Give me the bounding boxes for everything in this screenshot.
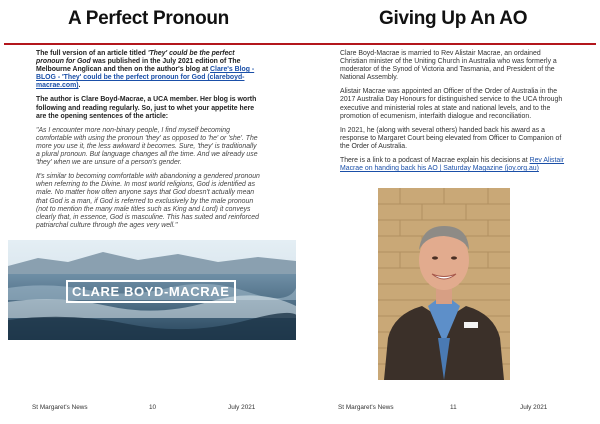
right-paragraph-2: Alistair Macrae was appointed an Officer of the Order of Australia in the 2017 Australia Day Honours for distinguished service to the UCA through executive and ministerial roles at state and national levels, and to the promotion of ecumenism, interfaith dialogue and reconciliation. (340, 88, 563, 120)
quote-paragraph-1: "As I encounter more non-binary people, I find myself becoming comfortable with using the pronoun 'they' as opposed to 'he' or 'she'. The more you use it, the less awkward it becomes. Sure, 'they' is traditionally a plural pronoun. But language changes all the time. And we already use 'they' when we are unsure of a person's gender. (36, 126, 258, 167)
image-caption: CLARE BOYD-MACRAE (66, 280, 236, 303)
quote-paragraph-2: It's similar to becoming comfortable with abandoning a gendered pronoun when referring to the Divine. In most world religions, God is identified as male. No matter how often anyone says that God doesn't actually mean that God is a man, if God is referred to exclusively by the male pronoun (not to mention the many male titles such as King and Lord) it conveys clearly that, in essence, God is masculine. This has suited and reinforced patriarchal culture through the ages very well." (36, 173, 260, 229)
left-page-title: A Perfect Pronoun (68, 8, 229, 29)
article-title: 'They' could be the perfect pronoun for God (36, 50, 235, 66)
author-paragraph: The author is Clare Boyd-Macrae, a UCA member. Her blog is worth following and reading regularly. So, just to whet your appetite here are the opening sentences of the article: (36, 96, 257, 120)
intro-text-1: The full version of an article titled (36, 50, 148, 57)
right-title-rule (300, 43, 596, 45)
podcast-link[interactable]: Rev Alistair Macrae on handing back his AO | Saturday Magazine (joy.org.au) (340, 157, 565, 173)
left-footer-date: July 2021 (228, 404, 256, 411)
right-paragraph-1: Clare Boyd-Macrae is married to Rev Alistair Macrae, an ordained Christian minister of the Uniting Church in Australia who was formerly a moderator of the Synod of Victoria and Tasmania, and President of the National Assembly. (340, 50, 557, 82)
seascape-image (8, 240, 296, 340)
right-paragraph-3: In 2021, he (along with several others) handed back his award as a response to Margaret Court being elevated from Officer to Companion of the Order of Australia. (340, 126, 562, 150)
right-page (300, 0, 600, 424)
podcast-text: There is a link to a podcast of Macrae explain his decisions at (340, 157, 530, 165)
right-footer-publication: St Margaret's News (338, 404, 394, 411)
intro-text-2: was published in the July 2021 edition of The Melbourne Anglican and then on the author's blog at (36, 58, 241, 74)
right-page-title: Giving Up An AO (379, 8, 528, 29)
intro-paragraph (36, 50, 262, 90)
left-article-text (36, 50, 262, 236)
right-footer-page-number: 11 (450, 404, 457, 411)
right-footer-date: July 2021 (520, 404, 548, 411)
portrait-photo (378, 188, 510, 380)
right-paragraph-4 (340, 157, 566, 173)
intro-text-3: . (78, 82, 81, 90)
portrait-illustration (378, 188, 510, 380)
right-article-text (340, 50, 566, 179)
left-title-rule (4, 43, 300, 45)
left-footer-publication: St Margaret's News (32, 404, 88, 411)
clares-blog-link[interactable]: Clare's Blog - BLOG - 'They' could be the perfect pronoun for God (clareboyd-macrae.com) (36, 66, 255, 90)
left-footer-page-number: 10 (149, 404, 157, 411)
